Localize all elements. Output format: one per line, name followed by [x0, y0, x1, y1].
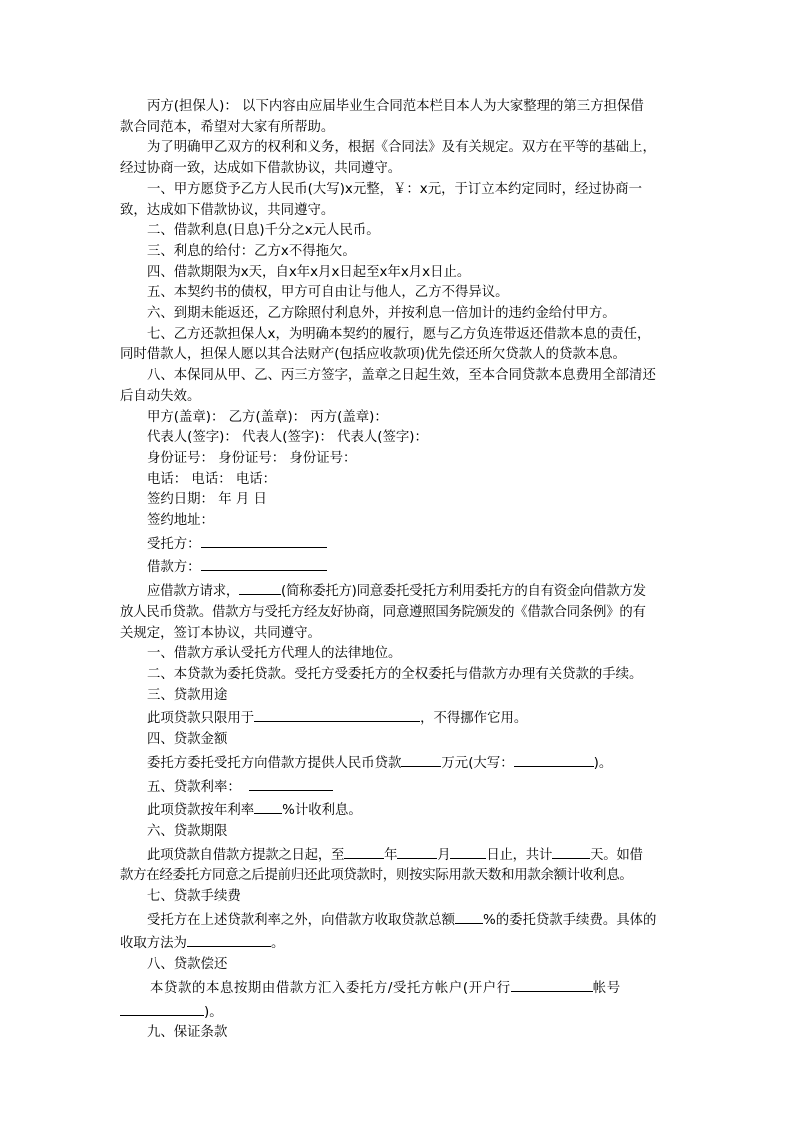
text-segment: 年 — [384, 847, 398, 863]
text-segment: %的委托贷款手续费。具体的 — [482, 912, 657, 928]
fill-blank — [397, 843, 437, 859]
text-segment: 帐号 — [592, 980, 621, 996]
text-line: 致，达成如下借款协议，共同遵守。 — [120, 202, 335, 218]
text-segment: 此项贷款按年利率 — [147, 803, 255, 819]
text-line — [120, 976, 686, 1000]
text-line — [120, 579, 686, 603]
text-line: 款合同范本，希望对大家有所帮助。 — [120, 119, 335, 135]
text-line — [120, 931, 686, 955]
text-segment: ，不得挪作它用。 — [420, 711, 528, 727]
text-line: 为了明确甲乙双方的权利和义务，根据《合同法》及有关规定。双方在平等的基础上， — [147, 140, 656, 156]
text-line — [120, 798, 686, 822]
text-segment: 月 — [437, 847, 451, 863]
text-line — [120, 843, 686, 867]
text-segment: 受托方在上述贷款利率之外，向借款方收取贷款总额 — [147, 912, 455, 928]
fill-blank — [401, 751, 441, 767]
signature-line: 甲方(盖章)： 乙方(盖章)： 丙方(盖章)： — [147, 409, 388, 425]
text-segment: 。 — [270, 936, 285, 952]
trustee-line — [120, 532, 686, 556]
trustee-label: 受托方： — [147, 536, 201, 552]
text-segment: (简称委托方)同意委托受托方利用委托方的自有资金向借款方发 — [280, 584, 646, 600]
text-segment: 收取方法为 — [120, 936, 187, 952]
text-line: 同时借款人，担保人愿以其合法财产(包括应收款项)优先偿还所欠贷款人的贷款本息。 — [120, 347, 626, 363]
section-heading: 九、保证条款 — [147, 1025, 228, 1041]
text-segment: 五、贷款利率： — [147, 779, 241, 795]
text-line: 后自动失效。 — [120, 388, 201, 404]
text-line: 三、利息的给付：乙方x不得拖欠。 — [147, 243, 356, 259]
signature-line: 电话： 电话： 电话： — [147, 471, 277, 487]
fill-blank — [249, 775, 333, 791]
signature-line: 代表人(签字)： 代表人(签字)： 代表人(签字)： — [147, 430, 428, 446]
text-line: 经过协商一致，达成如下借款协议，共同遵守。 — [120, 161, 402, 177]
fill-blank — [120, 1000, 204, 1016]
text-line: 一、甲方愿贷予乙方人民币(大写)x元整，￥：x元，于订立本约定同时，经过协商一 — [147, 181, 642, 197]
text-line: 七、乙方还款担保人x，为明确本契约的履行，愿与乙方负连带返还借款本息的责任， — [147, 326, 651, 342]
fill-blank — [450, 843, 486, 859]
text-line: 一、借款方承认受托方代理人的法律地位。 — [147, 646, 402, 662]
section-heading: 三、贷款用途 — [147, 687, 228, 703]
text-line: 丙方(担保人)： 以下内容由应届毕业生合同范本栏目本人为大家整理的第三方担保借 — [147, 99, 644, 114]
text-line — [120, 908, 686, 932]
text-line — [120, 775, 686, 799]
text-line: 五、本契约书的债权，甲方可自由让与他人，乙方不得异议。 — [147, 285, 509, 301]
text-segment: )。 — [593, 755, 613, 771]
fill-blank — [254, 798, 282, 814]
fill-blank — [239, 579, 281, 595]
signature-line: 签约地址： — [147, 513, 214, 529]
fill-blank — [455, 908, 483, 924]
fill-blank — [514, 751, 594, 767]
signature-line: 身份证号： 身份证号： 身份证号： — [147, 450, 357, 466]
text-segment: %计收利息。 — [282, 803, 362, 819]
section-heading: 八、贷款偿还 — [147, 957, 228, 973]
text-segment: 委托方委托受托方向借款方提供人民币贷款 — [147, 755, 402, 771]
fill-blank — [201, 532, 327, 548]
fill-blank — [552, 843, 590, 859]
borrower-line — [120, 555, 686, 579]
text-line — [120, 751, 686, 775]
section-heading: 六、贷款期限 — [147, 823, 228, 839]
fill-blank — [201, 555, 327, 571]
text-line — [120, 1000, 686, 1024]
text-line: 关规定，签订本协议，共同遵守。 — [120, 625, 321, 641]
fill-blank — [511, 976, 593, 992]
text-line: 二、借款利息(日息)千分之x元人民币。 — [147, 223, 380, 239]
text-line: 款方在经委托方同意之后提前归还此项贷款时，则按实际用款天数和用款余额计收利息。 — [120, 868, 633, 884]
text-segment: 此项贷款只限用于 — [147, 711, 255, 727]
text-segment: )。 — [204, 1004, 223, 1020]
signature-line: 签约日期： 年 月 日 — [147, 492, 267, 508]
text-line: 六、到期未能返还，乙方除照付利息外，并按利息一倍加计的违约金给付甲方。 — [147, 306, 616, 322]
fill-blank — [344, 843, 384, 859]
text-segment: 天。如借 — [590, 847, 643, 863]
text-line — [120, 706, 686, 730]
borrower-label: 借款方： — [147, 560, 201, 576]
text-segment: 万元(大写： — [441, 755, 514, 771]
document-body — [120, 97, 686, 1044]
text-line: 放人民币贷款。借款方与受托方经友好协商，同意遵照国务院颁发的《借款合同条例》的有 — [120, 604, 646, 620]
text-line: 四、借款期限为x天，自x年x月x日起至x年x月x日止。 — [147, 264, 471, 280]
section-heading: 七、贷款手续费 — [147, 889, 241, 905]
text-segment: 应借款方请求， — [147, 584, 239, 600]
fill-blank — [187, 931, 271, 947]
text-line: 八、本保同从甲、乙、丙三方签字，盖章之日起生效，至本合同贷款本息费用全部清还 — [147, 368, 656, 384]
text-line: 二、本贷款为委托贷款。受托方受委托方的全权委托与借款方办理有关贷款的手续。 — [147, 666, 643, 682]
fill-blank — [254, 706, 420, 722]
text-segment: 本贷款的本息按期由借款方汇入委托方/受托方帐户(开户行 — [150, 980, 511, 996]
text-segment: 此项贷款自借款方提款之日起，至 — [147, 847, 345, 863]
text-segment: 日止，共计 — [486, 847, 553, 863]
section-heading: 四、贷款金额 — [147, 732, 228, 748]
